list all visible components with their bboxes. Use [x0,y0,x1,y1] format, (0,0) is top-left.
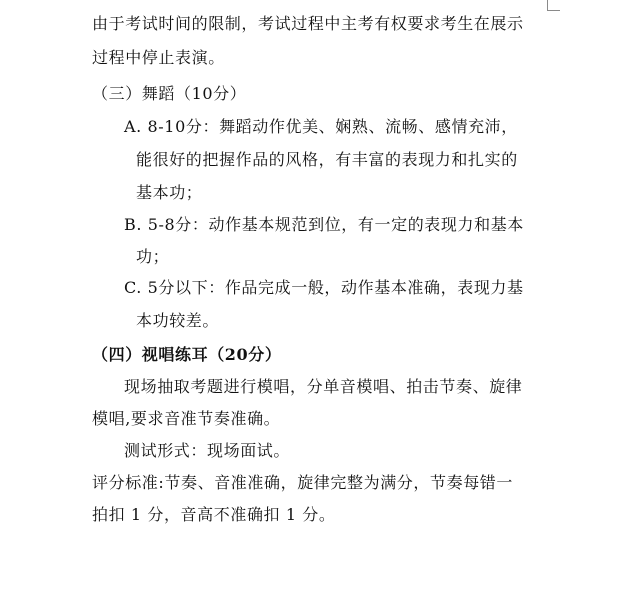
scoring-standard-line-cont: 拍扣 1 分，音高不准确扣 1 分。 [92,505,336,524]
page-corner-mark [547,0,560,11]
section-heading-sight-singing: （四）视唱练耳（20分） [92,345,282,364]
body-text-line: 由于考试时间的限制，考试过程中主考有权要求考生在展示 [92,14,524,33]
scoring-standard-line: 评分标准:节奏、音准准确，旋律完整为满分，节奏每错一 [92,473,513,492]
criteria-item-b: B. 5-8分：动作基本规范到位，有一定的表现力和基本 [124,215,524,234]
section-heading-dance: （三）舞蹈（10分） [92,84,247,103]
test-format-line: 测试形式：现场面试。 [124,441,291,460]
criteria-item-c: C. 5分以下：作品完成一般，动作基本准确，表现力基 [124,278,524,297]
criteria-item-a-cont: 能很好的把握作品的风格，有丰富的表现力和扎实的 [136,150,518,169]
criteria-item-b-cont: 功； [136,247,170,266]
body-text-line: 现场抽取考题进行模唱，分单音模唱、拍击节奏、旋律 [124,377,523,396]
criteria-item-a: A. 8-10分：舞蹈动作优美、娴熟、流畅、感情充沛， [124,117,518,136]
criteria-item-c-cont: 本功较差。 [136,311,220,330]
body-text-line: 模唱,要求音准节奏准确。 [92,409,281,428]
criteria-item-a-cont: 基本功； [136,183,203,202]
body-text-line: 过程中停止表演。 [92,48,225,67]
